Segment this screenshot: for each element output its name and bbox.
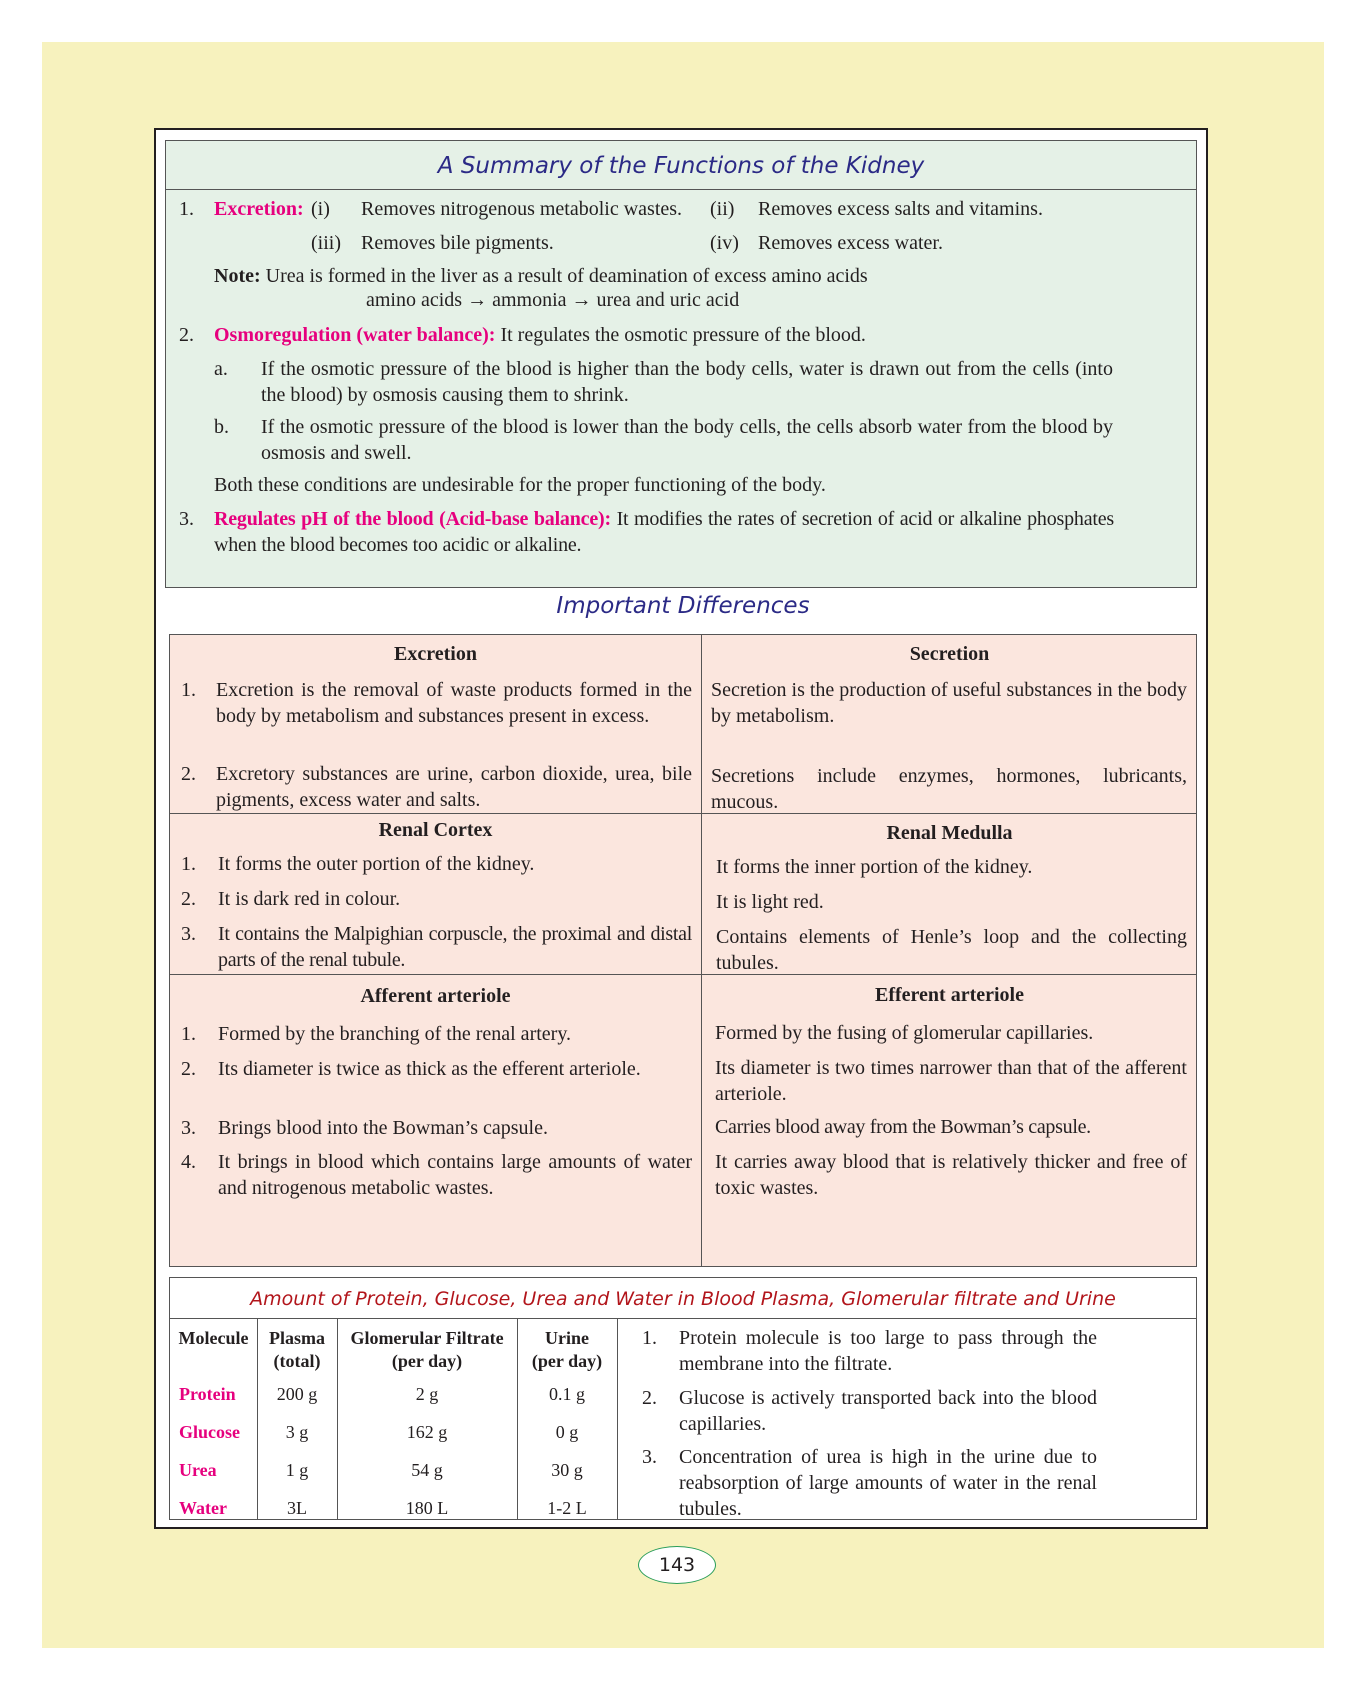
table-row-number: 2.	[181, 888, 196, 910]
molecule-glucose: Glucose	[179, 1422, 240, 1442]
note-text: Urea is formed in the liver as a result of deamination of excess amino acids	[265, 265, 868, 287]
protein-plasma: 200 g	[276, 1384, 318, 1404]
filtrate-header-sub: (per day)	[391, 1351, 463, 1371]
ph-label: Regulates pH of the blood (Acid-base balance):	[214, 508, 611, 530]
urine-header-label: Urine	[545, 1328, 589, 1348]
plasma-header-sub: (total)	[273, 1351, 321, 1371]
water-plasma: 3L	[287, 1498, 307, 1518]
differences-title: Important Differences	[556, 593, 810, 619]
glucose-filtrate: 162 g	[406, 1422, 448, 1442]
excretion-ii-marker: (ii)	[710, 198, 735, 220]
excretion-iii-marker: (iii)	[311, 232, 341, 254]
kidney-functions-summary	[165, 140, 1197, 588]
item2-number: 2.	[179, 324, 194, 346]
page-number: 143	[638, 1546, 716, 1584]
protein-filtrate: 2 g	[415, 1384, 439, 1404]
plasma-header	[257, 1327, 337, 1373]
excretion-header: Excretion	[394, 643, 477, 665]
excretion-iv-marker: (iv)	[710, 232, 739, 254]
molecule-protein: Protein	[179, 1384, 236, 1404]
item2b-text: If the osmotic pressure of the blood is lower than the body cells, the cells absorb water from the blood by osmosis and swell.	[261, 416, 1113, 464]
urea-urine: 30 g	[551, 1460, 583, 1480]
differences-table	[169, 634, 1197, 1267]
excretion-ii-text: Removes excess salts and vitamins.	[758, 198, 1043, 220]
water-urine: 1-2 L	[547, 1498, 587, 1518]
amounts-table	[169, 1277, 1197, 1520]
afferent-row-1: Formed by the branching of the renal artery.	[218, 1023, 572, 1045]
item2a-text: If the osmotic pressure of the blood is higher than the body cells, water is drawn out from the cells (into the blood) by osmosis causing them to shrink.	[261, 358, 1113, 406]
osmoregulation-label: Osmoregulation (water balance):	[214, 324, 496, 346]
item1-number: 1.	[179, 198, 194, 220]
osmoregulation-line	[214, 322, 866, 348]
table-row-number: 1.	[181, 853, 196, 875]
table-row-number: 4.	[181, 1151, 196, 1173]
secretion-row-2: Secretions include enzymes, hormones, lubricants, mucous.	[711, 765, 1187, 813]
note-number: 2.	[642, 1387, 657, 1409]
afferent-row-3: Brings blood into the Bowman’s capsule.	[218, 1117, 548, 1139]
content-frame	[154, 128, 1208, 1529]
efferent-row-2: Its diameter is two times narrower than that of the afferent arteriole.	[715, 1057, 1187, 1105]
table-row-number: 1.	[181, 1023, 196, 1045]
excretion-label: Excretion:	[214, 198, 304, 220]
note-label: Note:	[214, 265, 261, 287]
renal-medulla-header: Renal Medulla	[886, 822, 1013, 844]
afferent-row-2: Its diameter is twice as thick as the efferent arteriole.	[218, 1058, 641, 1080]
note-formula: amino acids → ammonia → urea and uric acid	[366, 289, 740, 311]
excretion-i-text: Removes nitrogenous metabolic wastes.	[361, 198, 683, 220]
item3-number: 3.	[179, 508, 194, 530]
amount-note-2: Glucose is actively transported back into the blood capillaries.	[679, 1387, 1097, 1435]
item2-conclusion: Both these conditions are undesirable for the proper functioning of the body.	[214, 474, 826, 496]
afferent-header: Afferent arteriole	[360, 985, 511, 1007]
item2b-marker: b.	[214, 416, 229, 438]
note-number: 3.	[642, 1446, 657, 1468]
cortex-row-2: It is dark red in colour.	[218, 888, 401, 910]
amounts-title: Amount of Protein, Glucose, Urea and Water in Blood Plasma, Glomerular filtrate and Urine	[170, 1278, 1196, 1319]
osmoregulation-text: It regulates the osmotic pressure of the blood.	[500, 324, 866, 346]
medulla-row-3: Contains elements of Henle’s loop and the collecting tubules.	[716, 926, 1187, 974]
protein-urine: 0.1 g	[549, 1384, 585, 1404]
excretion-row-2: Excretory substances are urine, carbon dioxide, urea, bile pigments, excess water and salts.	[216, 763, 692, 811]
glucose-urine: 0 g	[555, 1422, 579, 1442]
excretion-i-marker: (i)	[311, 198, 330, 220]
urine-header-sub: (per day)	[531, 1351, 603, 1371]
plasma-header-label: Plasma	[269, 1328, 325, 1348]
molecule-header: Molecule	[178, 1328, 249, 1348]
secretion-row-1: Secretion is the production of useful substances in the body by metabolism.	[711, 679, 1188, 727]
ph-text: It modifies the rates of secretion of acid or alkaline phosphates when the blood becomes too acidic or alkaline.	[214, 508, 1114, 556]
excretion-row-1: Excretion is the removal of waste products formed in the body by metabolism and substances present in excess.	[216, 679, 692, 727]
note	[214, 263, 868, 289]
amount-note-1: Protein molecule is too large to pass through the membrane into the filtrate.	[679, 1327, 1097, 1375]
filtrate-header	[337, 1327, 517, 1373]
cortex-row-3: It contains the Malpighian corpuscle, the proximal and distal parts of the renal tubule.	[218, 923, 692, 971]
molecule-urea: Urea	[179, 1460, 217, 1480]
table-row-number: 2.	[181, 1058, 196, 1080]
urine-header	[517, 1327, 617, 1373]
efferent-row-3: Carries blood away from the Bowman’s capsule.	[715, 1116, 1091, 1138]
water-filtrate: 180 L	[405, 1498, 449, 1518]
summary-title: A Summary of the Functions of the Kidney	[166, 141, 1196, 190]
urea-filtrate: 54 g	[411, 1460, 443, 1480]
medulla-row-1: It forms the inner portion of the kidney.	[716, 856, 1033, 878]
medulla-row-2: It is light red.	[716, 891, 824, 913]
molecule-water: Water	[179, 1498, 227, 1518]
efferent-header: Efferent arteriole	[875, 984, 1024, 1006]
cortex-row-1: It forms the outer portion of the kidney.	[218, 853, 535, 875]
efferent-row-1: Formed by the fusing of glomerular capillaries.	[715, 1022, 1094, 1044]
glucose-plasma: 3 g	[285, 1422, 309, 1442]
table-row-number: 2.	[181, 763, 196, 785]
table-row-number: 3.	[181, 1117, 196, 1139]
item3-text	[214, 506, 1114, 558]
urea-plasma: 1 g	[285, 1460, 309, 1480]
excretion-iii-text: Removes bile pigments.	[361, 232, 554, 254]
amount-note-3: Concentration of urea is high in the urine due to reabsorption of large amounts of water in the renal tubules.	[679, 1446, 1097, 1520]
filtrate-header-label: Glomerular Filtrate	[350, 1328, 504, 1348]
table-row-number: 3.	[181, 923, 196, 945]
renal-cortex-header: Renal Cortex	[378, 819, 493, 841]
efferent-row-4: It carries away blood that is relatively thicker and free of toxic wastes.	[715, 1151, 1187, 1199]
secretion-header: Secretion	[909, 643, 990, 665]
excretion-iv-text: Removes excess water.	[758, 232, 943, 254]
item2a-marker: a.	[214, 358, 228, 380]
note-number: 1.	[642, 1327, 657, 1349]
afferent-row-4: It brings in blood which contains large amounts of water and nitrogenous metabolic wastes.	[218, 1151, 692, 1199]
table-row-number: 1.	[181, 679, 196, 701]
